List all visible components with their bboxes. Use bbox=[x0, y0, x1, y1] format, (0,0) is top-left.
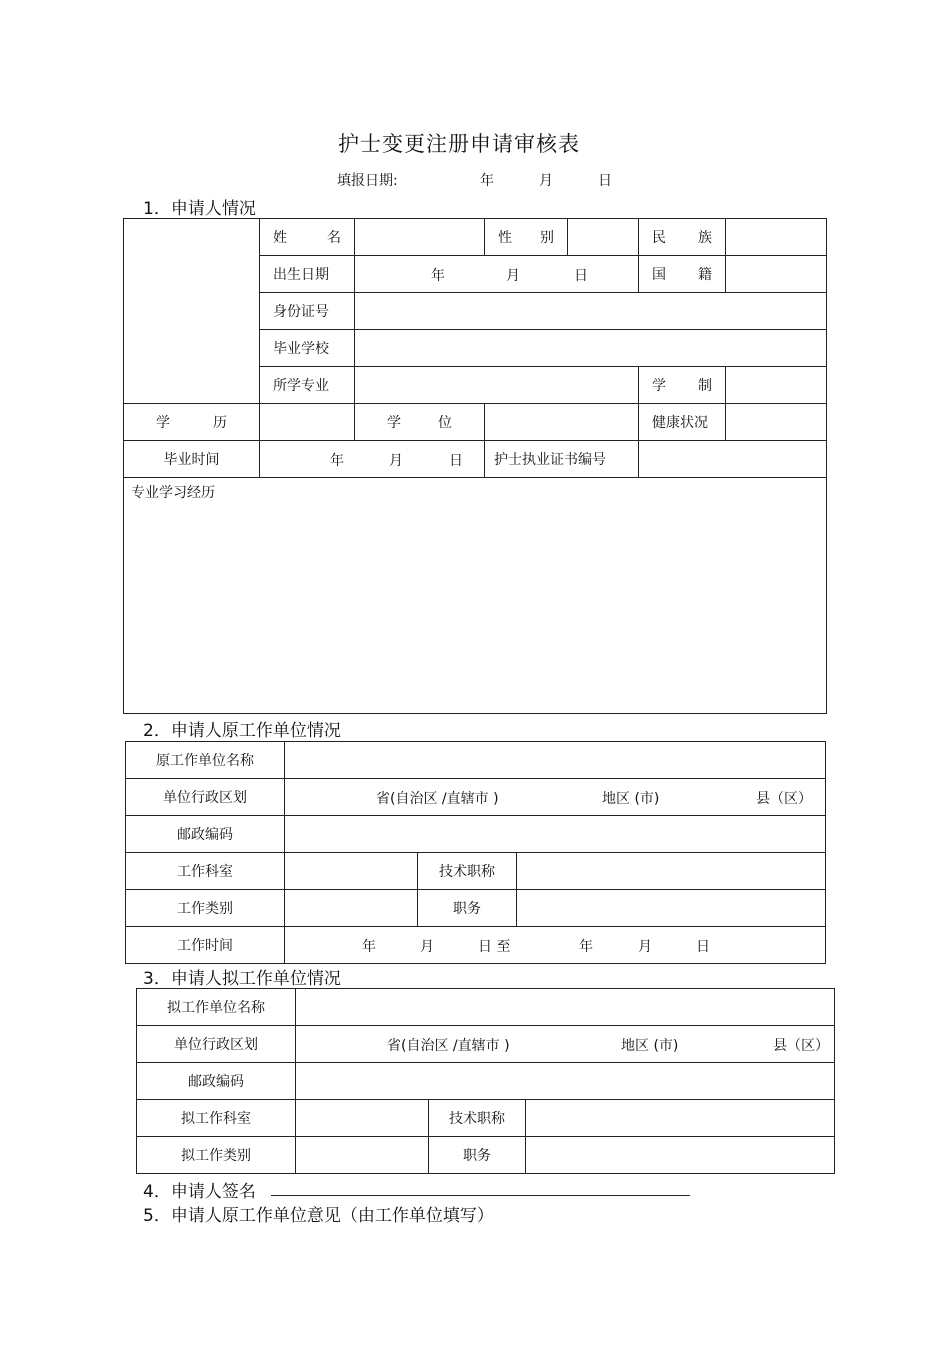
section4-heading: 4．申请人签名 bbox=[143, 1182, 256, 1202]
orig-unit-name-field[interactable] bbox=[285, 742, 826, 779]
work-start-month-label: 月 bbox=[420, 939, 434, 955]
orig-province-label: 省(自治区 /直辖市 ) bbox=[376, 791, 499, 807]
orig-postcode-label: 邮政编码 bbox=[126, 816, 285, 853]
orig-tech-title-field[interactable] bbox=[517, 853, 826, 890]
orig-tech-title-label: 技术职称 bbox=[418, 853, 517, 890]
new-county-label: 县（区） bbox=[773, 1038, 829, 1054]
page-title: 护士变更注册申请审核表 bbox=[338, 132, 580, 156]
work-end-year-label: 年 bbox=[579, 939, 593, 955]
id-number-label: 身份证号 bbox=[260, 293, 355, 330]
name-field[interactable] bbox=[355, 219, 485, 256]
work-start-day-to-label: 日 至 bbox=[478, 939, 511, 955]
new-position-field[interactable] bbox=[526, 1137, 835, 1174]
new-work-type-label: 拟工作类别 bbox=[137, 1137, 296, 1174]
birth-date-label: 出生日期 bbox=[260, 256, 355, 293]
new-department-field[interactable] bbox=[296, 1100, 429, 1137]
graduation-year-label: 年 bbox=[330, 453, 344, 469]
ethnicity-label: 民 族 bbox=[639, 219, 726, 256]
name-label: 姓 名 bbox=[260, 219, 355, 256]
degree-label: 学 位 bbox=[355, 404, 485, 441]
new-department-label: 拟工作科室 bbox=[137, 1100, 296, 1137]
section5-heading: 5．申请人原工作单位意见（由工作单位填写） bbox=[143, 1206, 494, 1226]
new-tech-title-field[interactable] bbox=[526, 1100, 835, 1137]
graduate-school-label: 毕业学校 bbox=[260, 330, 355, 367]
birth-date-field[interactable] bbox=[355, 256, 639, 293]
work-end-month-label: 月 bbox=[638, 939, 652, 955]
schooling-length-label: 学 制 bbox=[639, 367, 726, 404]
new-tech-title-label: 技术职称 bbox=[429, 1100, 526, 1137]
schooling-length-field[interactable] bbox=[726, 367, 827, 404]
new-prefecture-label: 地区 (市) bbox=[621, 1038, 679, 1054]
major-label: 所学专业 bbox=[260, 367, 355, 404]
graduation-day-label: 日 bbox=[449, 453, 463, 469]
new-postcode-label: 邮政编码 bbox=[137, 1063, 296, 1100]
new-province-label: 省(自治区 /直辖市 ) bbox=[387, 1038, 510, 1054]
nationality-field[interactable] bbox=[726, 256, 827, 293]
new-work-type-field[interactable] bbox=[296, 1137, 429, 1174]
study-history-field[interactable] bbox=[124, 478, 827, 714]
new-admin-region-label: 单位行政区划 bbox=[137, 1026, 296, 1063]
section2-heading: 2．申请人原工作单位情况 bbox=[143, 721, 341, 741]
orig-position-field[interactable] bbox=[517, 890, 826, 927]
new-admin-region-field[interactable] bbox=[296, 1026, 835, 1063]
orig-work-time-field[interactable] bbox=[285, 927, 826, 964]
license-number-label: 护士执业证书编号 bbox=[485, 441, 639, 478]
orig-work-time-label: 工作时间 bbox=[126, 927, 285, 964]
graduation-month-label: 月 bbox=[389, 453, 403, 469]
original-employer-table bbox=[125, 741, 826, 964]
orig-postcode-field[interactable] bbox=[285, 816, 826, 853]
ethnicity-field[interactable] bbox=[726, 219, 827, 256]
graduate-school-field[interactable] bbox=[355, 330, 827, 367]
orig-department-label: 工作科室 bbox=[126, 853, 285, 890]
study-history-label: 专业学习经历 bbox=[131, 485, 215, 501]
fill-date-year: 年 bbox=[480, 173, 494, 189]
orig-position-label: 职务 bbox=[418, 890, 517, 927]
graduation-time-field[interactable] bbox=[260, 441, 485, 478]
signature-line[interactable] bbox=[271, 1183, 690, 1196]
education-field[interactable] bbox=[260, 404, 355, 441]
orig-county-label: 县（区） bbox=[756, 791, 812, 807]
gender-field[interactable] bbox=[568, 219, 639, 256]
orig-unit-name-label: 原工作单位名称 bbox=[126, 742, 285, 779]
nationality-label: 国 籍 bbox=[639, 256, 726, 293]
id-number-field[interactable] bbox=[355, 293, 827, 330]
fill-date-month: 月 bbox=[539, 173, 553, 189]
birth-month-label: 月 bbox=[506, 268, 520, 284]
new-postcode-field[interactable] bbox=[296, 1063, 835, 1100]
orig-work-type-label: 工作类别 bbox=[126, 890, 285, 927]
photo-cell[interactable] bbox=[124, 219, 260, 404]
applicant-table bbox=[123, 218, 827, 714]
birth-year-label: 年 bbox=[431, 268, 445, 284]
work-end-day-label: 日 bbox=[696, 939, 710, 955]
health-field[interactable] bbox=[726, 404, 827, 441]
fill-date-label: 填报日期: bbox=[337, 173, 398, 189]
education-label: 学 历 bbox=[124, 404, 260, 441]
license-number-field[interactable] bbox=[639, 441, 827, 478]
degree-field[interactable] bbox=[485, 404, 639, 441]
health-label: 健康状况 bbox=[639, 404, 726, 441]
orig-prefecture-label: 地区 (市) bbox=[602, 791, 660, 807]
orig-department-field[interactable] bbox=[285, 853, 418, 890]
graduation-time-label: 毕业时间 bbox=[124, 441, 260, 478]
fill-date-day: 日 bbox=[598, 173, 612, 189]
section1-heading: 1．申请人情况 bbox=[143, 199, 256, 219]
intended-employer-table bbox=[136, 988, 835, 1174]
new-unit-name-field[interactable] bbox=[296, 989, 835, 1026]
orig-work-type-field[interactable] bbox=[285, 890, 418, 927]
orig-admin-region-field[interactable] bbox=[285, 779, 826, 816]
work-start-year-label: 年 bbox=[362, 939, 376, 955]
new-unit-name-label: 拟工作单位名称 bbox=[137, 989, 296, 1026]
gender-label: 性 别 bbox=[485, 219, 568, 256]
new-position-label: 职务 bbox=[429, 1137, 526, 1174]
major-field[interactable] bbox=[355, 367, 639, 404]
orig-admin-region-label: 单位行政区划 bbox=[126, 779, 285, 816]
section3-heading: 3．申请人拟工作单位情况 bbox=[143, 969, 341, 989]
birth-day-label: 日 bbox=[574, 268, 588, 284]
